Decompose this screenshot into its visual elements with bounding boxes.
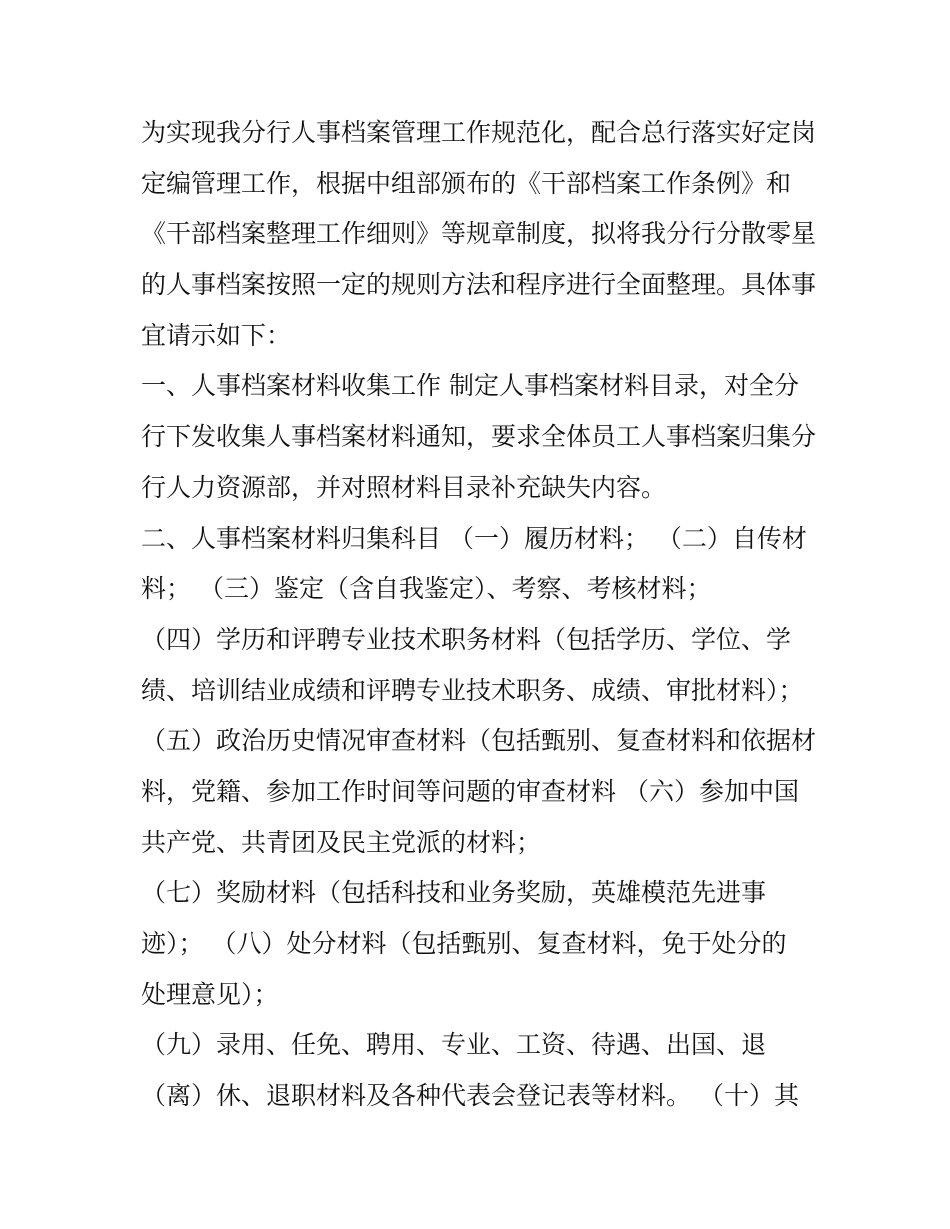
text-line: 宜请示如下： (141, 320, 292, 350)
text-line: 二、人事档案材料归集科目 （一）履历材料； （二）自传材 (141, 523, 807, 553)
text-line: （四）学历和评聘专业技术职务材料（包括学历、学位、学 (141, 624, 792, 654)
text-line: 行下发收集人事档案材料通知，要求全体员工人事档案归集分 (141, 422, 817, 452)
text-line: 为实现我分行人事档案管理工作规范化，配合总行落实好定岗 (141, 118, 817, 147)
text-line: 一、人事档案材料收集工作 制定人事档案材料目录，对全分 (141, 371, 799, 401)
text-line: 共产党、共青团及民主党派的材料； (141, 827, 542, 857)
text-line: 的人事档案按照一定的规则方法和程序进行全面整理。具体事 (141, 270, 817, 300)
text-line: （离）休、退职材料及各种代表会登记表等材料。 （十）其 (141, 1081, 799, 1111)
text-line: （五）政治历史情况审查材料（包括甄别、复查材料和依据材 (141, 726, 817, 756)
text-line: 料，党籍、参加工作时间等问题的审查材料 （六）参加中国 (141, 776, 799, 806)
document-body (141, 108, 821, 1122)
text-line: 料； （三）鉴定（含自我鉴定）、考察、考核材料； (141, 574, 712, 604)
text-line: 《干部档案整理工作细则》等规章制度，拟将我分行分散零星 (141, 219, 817, 249)
text-line: 处理意见）； (141, 979, 279, 1009)
text-line: （七）奖励材料（包括科技和业务奖励，英雄模范先进事 (141, 878, 767, 908)
text-line: 定编管理工作，根据中组部颁布的《干部档案工作条例》和 (141, 168, 792, 198)
text-line: 行人力资源部，并对照材料目录补充缺失内容。 (141, 472, 667, 502)
text-line: （九）录用、任免、聘用、专业、工资、待遇、出国、退 (141, 1030, 767, 1060)
text-line: 迹）； （八）处分材料（包括甄别、复查材料，免于处分的 (141, 929, 787, 958)
text-line: 绩、培训结业成绩和评聘专业技术职务、成绩、审批材料）； (141, 675, 804, 705)
